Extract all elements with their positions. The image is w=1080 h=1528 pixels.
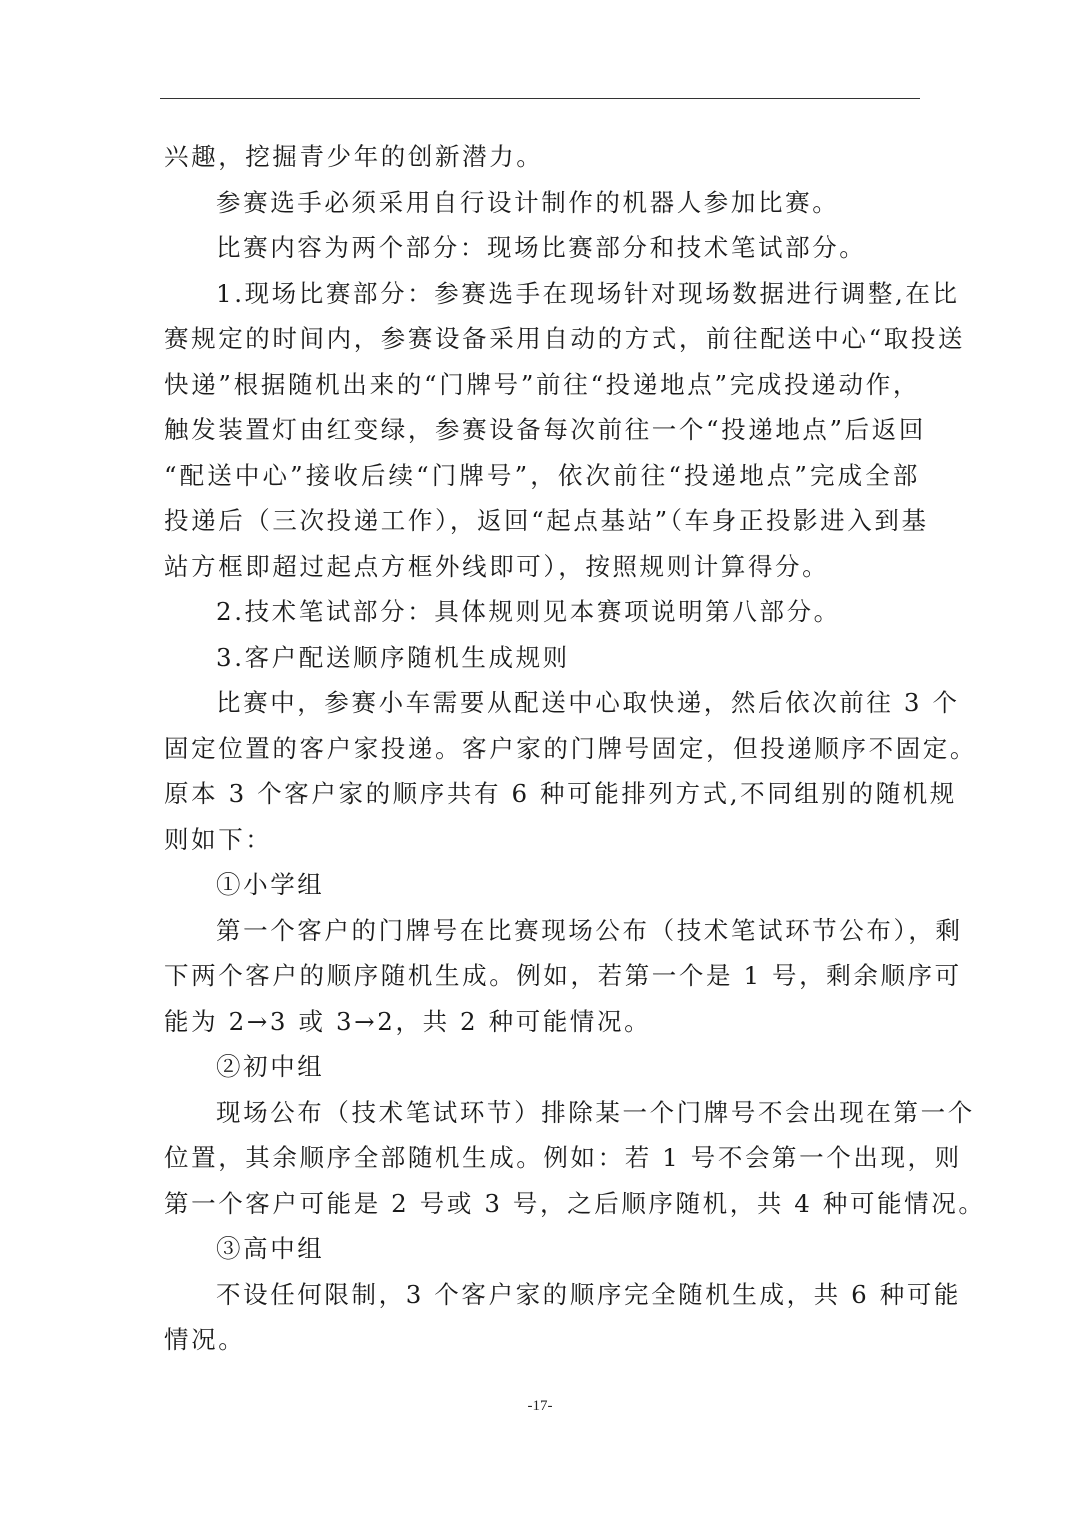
text-line: “配送中心”接收后续“门牌号”，依次前往“投递地点”完成全部 [164, 460, 920, 490]
text-line: 比赛中，参赛小车需要从配送中心取快递，然后依次前往 3 个 [216, 688, 960, 717]
header-rule [160, 98, 920, 99]
text-line: 赛规定的时间内，参赛设备采用自动的方式，前往配送中心“取投送 [164, 324, 966, 353]
text-line: 第一个客户可能是 2 号或 3 号，之后顺序随机，共 4 种可能情况。 [164, 1188, 986, 1218]
text-line: 下两个客户的顺序随机生成。例如，若第一个是 1 号，剩余顺序可 [164, 961, 962, 990]
text-line: 第一个客户的门牌号在比赛现场公布（技术笔试环节公布），剩 [216, 915, 963, 945]
text-line: 2.技术笔试部分：具体规则见本赛项说明第八部分。 [216, 597, 841, 626]
text-line: 1.现场比赛部分：参赛选手在现场针对现场数据进行调整,在比 [216, 278, 960, 308]
text-line: 兴趣，挖掘青少年的创新潜力。 [164, 142, 544, 171]
body-text [164, 134, 986, 1363]
text-line: 参赛选手必须采用自行设计制作的机器人参加比赛。 [216, 187, 840, 217]
text-line: 固定位置的客户家投递。客户家的门牌号固定，但投递顺序不固定。 [164, 733, 977, 763]
page-number: -17- [527, 1398, 553, 1414]
text-line: 比赛内容为两个部分：现场比赛部分和技术笔试部分。 [216, 233, 867, 262]
subsection-heading: ③高中组 [216, 1234, 325, 1263]
text-line: 能为 2→3 或 3→2，共 2 种可能情况。 [164, 1006, 652, 1036]
text-line: 站方框即超过起点方框外线即可），按照规则计算得分。 [164, 551, 830, 581]
text-line: 原本 3 个客户家的顺序共有 6 种可能排列方式,不同组别的随机规 [164, 779, 957, 808]
text-line: 投递后（三次投递工作），返回“起点基站”（车身正投影进入到基 [164, 506, 929, 535]
text-line: 不设任何限制，3 个客户家的顺序完全随机生成，共 6 种可能 [216, 1279, 962, 1309]
text-line: 现场公布（技术笔试环节）排除某一个门牌号不会出现在第一个 [216, 1097, 975, 1127]
subsection-heading: ②初中组 [216, 1052, 325, 1081]
section-heading: 3.客户配送顺序随机生成规则 [216, 642, 570, 672]
text-line: 情况。 [164, 1325, 246, 1354]
subsection-heading: ①小学组 [216, 870, 325, 899]
text-line: 则如下： [164, 824, 273, 854]
text-line: 位置，其余顺序全部随机生成。例如：若 1 号不会第一个出现，则 [164, 1143, 962, 1172]
text-line: 快递”根据随机出来的“门牌号”前往“投递地点”完成投递动作， [164, 369, 920, 399]
text-line: 触发装置灯由红变绿，参赛设备每次前往一个“投递地点”后返回 [164, 415, 926, 444]
